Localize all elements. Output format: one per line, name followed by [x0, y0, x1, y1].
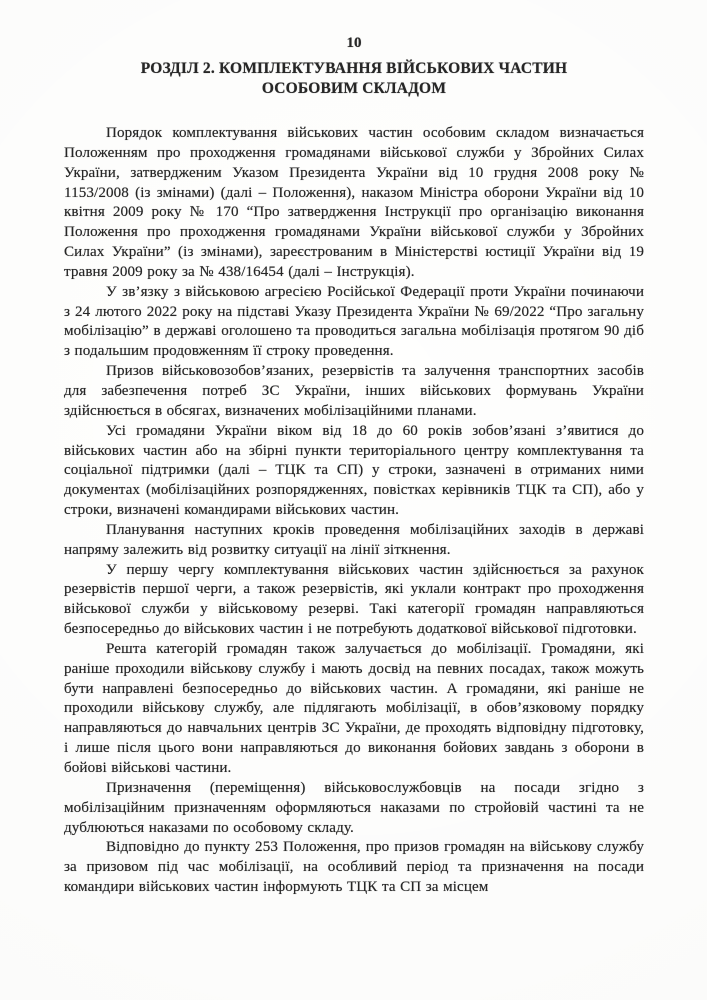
paragraph-planning-next-steps: Планування наступних кроків проведення мобілізаційних заходів в державі напряму залежить від розвитку ситуації на лінії зіткнення. — [64, 521, 644, 558]
paragraph-general-mobilization: У зв’язку з військовою агресією Російської Федерації проти України починаючи з 24 лютого 2022 року на підставі Указу Президента України № 69/2022 “Про загальну мобілізацію” в державі оголошено та проводиться загальна мобілізація протягом 90 діб з подальшим продовженням її строку проведення. — [64, 283, 644, 360]
paragraph-appointments-orders: Призначення (переміщення) військовослужбовців на посади згідно з мобілізаційним призначенням оформляються наказами по стройовій частині та не дублюються наказами по особовому складу. — [64, 779, 644, 836]
chapter-heading — [64, 59, 644, 99]
paragraph-citizens-obligation: Усі громадяни України віком від 18 до 60 років зобов’язані з’явитися до військових частин або на збірні пункти територіального центру комплектування та соціальної підтримки (далі – ТЦК та СП) у строки, зазначені в отриманих ними документах (мобілізаційних розпорядженнях, повістках керівників ТЦК та СП), або у строки, визначені командирами військових частин. — [64, 422, 644, 519]
paragraph-other-categories: Решта категорій громадян також залучається до мобілізації. Громадяни, які раніше проходили військову службу і мають досвід на певних посадах, також можуть бути направлені безпосередньо до військових частин. А громадяни, які раніше не проходили військову службу, але підлягають мобілізації, в обов’язковому порядку направляються до навчальних центрів ЗС України, де проходять відповідну підготовку, і лише після цього вони направляються до виконання бойових завдань з оборони в бойові військові частини. — [64, 640, 644, 776]
document-body — [64, 124, 644, 898]
paragraph-order-of-staffing: Порядок комплектування військових частин особовим складом визначається Положенням про проходження громадянами військової служби у Збройних Силах України, затвердженим Указом Президента України від 10 грудня 2008 року № 1153/2008 (із змінами) (далі – Положення), наказом Міністра оборони України від 10 квітня 2009 року № 170 “Про затвердження Інструкції про організацію виконання Положення про проходження громадянами України військової служби у Збройних Силах України” (із змінами), зареєстрованим в Міністерстві юстиції України від 19 травня 2009 року за № 438/16454 (далі – Інструкція). — [64, 125, 644, 280]
paragraph-point-253: Відповідно до пункту 253 Положення, про призов громадян на військову службу за призовом під час мобілізації, на особливий період та призначення на посади командири військових частин інформують ТЦК та СП за місцем — [64, 839, 644, 896]
paragraph-conscription-volumes: Призов військовозобов’язаних, резервістів та залучення транспортних засобів для забезпечення потреб ЗС України, інших військових формувань України здійснюється в обсягах, визначених мобілізаційними планами. — [64, 363, 644, 419]
page-number: 10 — [346, 35, 362, 51]
paragraph-first-priority-reservists: У першу чергу комплектування військових частин здійснюється за рахунок резервістів першої черги, а також резервістів, які уклали контракт про проходження військової служби у військовому резерві. Такі категорії громадян направляються безпосередньо до військових частин і не потребують додаткової військової підготовки. — [64, 561, 644, 638]
chapter-heading-line-1: РОЗДІЛ 2. КОМПЛЕКТУВАННЯ ВІЙСЬКОВИХ ЧАСТИН — [140, 60, 568, 77]
chapter-heading-line-2: ОСОБОВИМ СКЛАДОМ — [261, 80, 447, 97]
